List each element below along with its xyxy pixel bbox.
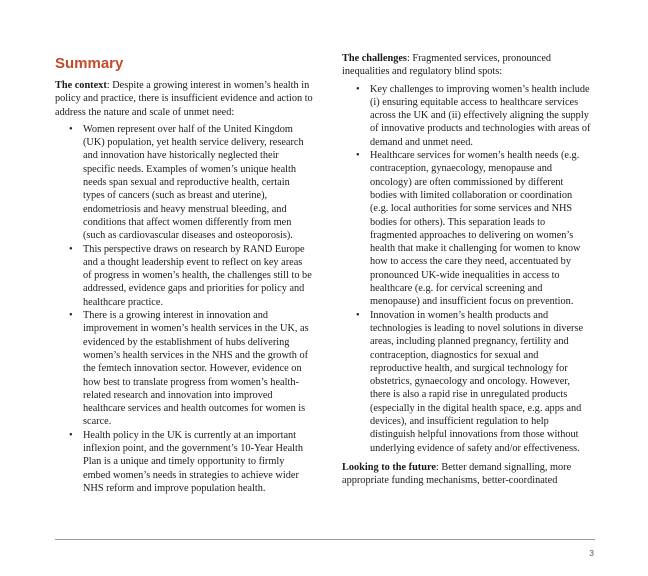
bullet-icon: •	[69, 429, 73, 441]
challenges-bullet-item	[356, 309, 592, 455]
right-column	[342, 52, 592, 488]
context-paragraph	[55, 79, 313, 119]
footer-divider	[55, 539, 595, 540]
bullet-icon: •	[69, 243, 73, 255]
bullet-icon: •	[356, 150, 360, 162]
summary-heading: Summary	[55, 55, 124, 72]
bullet-icon: •	[69, 123, 73, 135]
context-bullet-item	[69, 243, 313, 309]
bullet-icon: •	[69, 310, 73, 322]
challenges-bullet-text: Innovation in women’s health products and technologies is leading to novel solutions in diverse areas, including planned pregnancy, fertility and contraception, diagnostics for sexual and reproductive health, and surgical technology for obstetrics, gynaecology and oncology. However, there is also a rapid rise in unregulated products (especially in the digital health space, e.g. apps and devices), and insufficient regulation to help distinguish helpful innovations from those without underlying evidence of safety and/or effectiveness.	[370, 309, 584, 454]
bullet-icon: •	[356, 309, 360, 321]
page-number: 3	[589, 548, 594, 558]
context-bullet-item	[69, 309, 313, 429]
context-text: : Despite a growing interest in women’s health in policy and practice, there is insufficient evidence and action to address the nature and scale of unmet need:	[55, 80, 313, 118]
challenges-bullet-item	[356, 83, 592, 149]
context-bullet-item	[69, 429, 313, 495]
left-column	[55, 52, 313, 495]
challenges-text: : Fragmented services, pronounced inequalities and regulatory blind spots:	[342, 53, 552, 78]
context-bullet-list	[55, 123, 313, 495]
future-lead: Looking to the future	[342, 461, 436, 473]
context-bullet-text: This perspective draws on research by RAND Europe and a thought leadership event to reflect on key areas of progress in women’s health, the challenges still to be addressed, evidence gaps and priorities for policy and healthcare practice.	[83, 243, 312, 308]
challenges-lead: The challenges	[342, 53, 407, 64]
challenges-bullet-list	[342, 83, 592, 455]
future-paragraph	[342, 461, 592, 488]
challenges-bullet-text: Key challenges to improving women’s health include (i) ensuring equitable access to healthcare services across the UK and (ii) effectively aligning the supply of innovative products and technologies with areas of demand and unmet need.	[370, 83, 591, 148]
context-bullet-text: Health policy in the UK is currently at an important inflexion point, and the government’s 10-Year Health Plan is a unique and timely opportunity to firmly embed women’s needs in strategies to achieve wider NHS reform and improve population health.	[83, 429, 304, 494]
challenges-bullet-item	[356, 149, 592, 309]
challenges-paragraph	[342, 52, 592, 79]
context-lead: The context	[55, 80, 107, 91]
future-text: : Better demand signalling, more appropriate funding mechanisms, better-coordinated	[342, 461, 572, 487]
bullet-icon: •	[356, 83, 360, 95]
challenges-bullet-text: Healthcare services for women’s health needs (e.g. contraception, gynaecology, menopause and oncology) are often commissioned by different bodies with limited collaboration or coordination (e.g. local authorities for some services and NHS bodies for others). This separation leads to fragmented approaches to delivering on women’s health that make it challenging for women to know how to access the care they need, accentuated by pronounced UK-wide inequalities in access to healthcare (e.g. for cervical screening and menopause) and insufficient focus on prevention.	[370, 150, 581, 308]
context-bullet-item	[69, 123, 313, 243]
context-bullet-text: There is a growing interest in innovation and improvement in women’s health services in the UK, as evidenced by the establishment of hubs delivering women’s health services in the NHS and the growth of the femtech innovation sector. However, evidence on how best to translate progress from women’s health-related research and innovation into improved healthcare services and health outcomes for women is scarce.	[83, 310, 309, 428]
context-bullet-text: Women represent over half of the United Kingdom (UK) population, yet health service delivery, research and innovation have historically neglected their specific needs. Examples of women’s unique health needs span sexual and reproductive health, certain types of cancers (such as breast and uterine), endometriosis and heavy menstrual bleeding, and conditions that affect women differently from men (such as cardiovascular diseases and osteoporosis).	[83, 123, 304, 242]
